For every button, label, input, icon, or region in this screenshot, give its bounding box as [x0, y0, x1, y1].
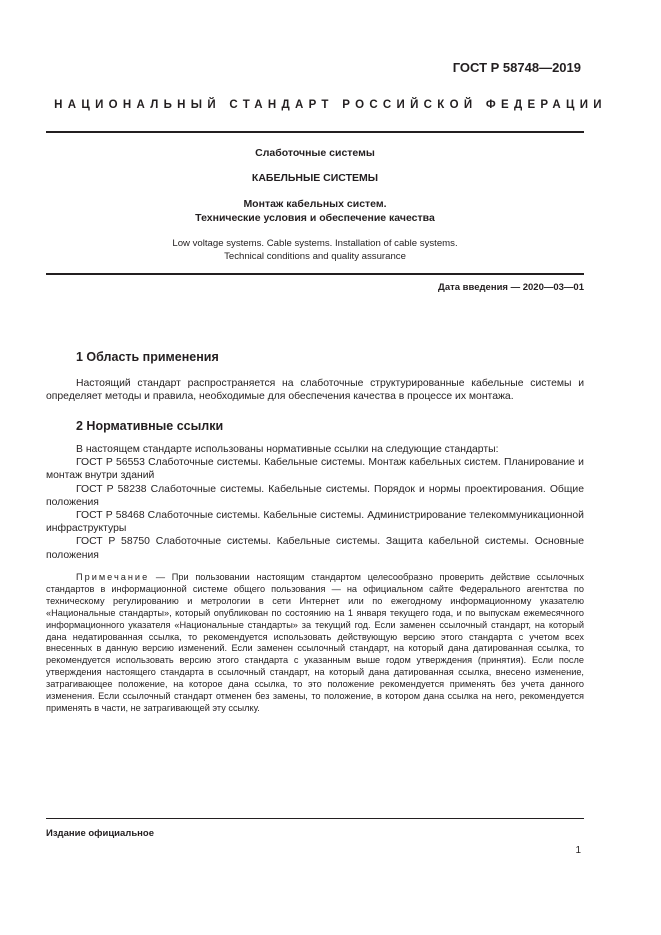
page-number: 1 — [575, 845, 581, 856]
standard-code: ГОСТ Р 58748—2019 — [452, 60, 581, 75]
english-title-1: Low voltage systems. Cable systems. Installation of cable systems. — [172, 238, 458, 249]
section-2-body — [46, 443, 584, 562]
section-2-heading: 2 Нормативные ссылки — [76, 419, 224, 433]
note-label: Примечание — [76, 572, 150, 582]
english-title-2: Technical conditions and quality assurance — [224, 251, 406, 262]
reference-item: ГОСТ Р 58468 Слаботочные системы. Кабельные системы. Администрирование телекоммуникационной инфраструктуры — [46, 510, 584, 535]
note-paragraph — [46, 572, 584, 715]
standard-group: Слаботочные системы — [255, 147, 375, 159]
national-standard-title: НАЦИОНАЛЬНЫЙ СТАНДАРТ РОССИЙСКОЙ ФЕДЕРАЦИИ — [54, 99, 607, 111]
section-2-intro: В настоящем стандарте использованы нормативные ссылки на следующие стандарты: — [76, 444, 499, 455]
reference-item: ГОСТ Р 58750 Слаботочные системы. Кабельные системы. Защита кабельной системы. Основные положения — [46, 536, 584, 561]
introduction-date: Дата введения — 2020—03—01 — [438, 282, 584, 293]
footer-divider — [46, 818, 584, 819]
reference-item: ГОСТ Р 58238 Слаботочные системы. Кабельные системы. Порядок и нормы проектирования. Общие положения — [46, 483, 584, 508]
reference-item: ГОСТ Р 56553 Слаботочные системы. Кабельные системы. Монтаж кабельных систем. Планирование и монтаж внутри зданий — [46, 457, 584, 482]
standard-main-title: КАБЕЛЬНЫЕ СИСТЕМЫ — [251, 172, 379, 184]
note-text: — При пользовании настоящим стандартом целесообразно проверить действие ссылочных стандартов в информационной системе общего пользования — на официальном сайте Федерального агентства по техническому регулированию и метрологии в сети Интернет или по ежегодному информационному указателю «Национальные стандарты», который опубликован по состоянию на 1 января текущего года, и по выпускам ежемесячного информационного указателя «Национальные стандарты» за текущий год. Если заменен ссылочный стандарт, на который дана недатированная ссылка, то рекомендуется использовать действующую версию этого стандарта с учетом всех внесенных в данную версию изменений. Если заменен ссылочный стандарт, на который дана датированная ссылка, то рекомендуется использовать версию этого стандарта с указанным выше годом утверждения (принятия). Если после утверждения настоящего стандарта в ссылочный стандарт, на который дана датированная ссылка, внесено изменение, затрагивающее положение, на которое дана ссылка, то это положение рекомендуется применять без учета данного изменения. Если ссылочный стандарт отменен без замены, то положение, в котором дана ссылка на него, рекомендуется применять в части, не затрагивающей эту ссылку. — [46, 572, 584, 713]
official-edition-label: Издание официальное — [46, 828, 154, 839]
section-1-body — [46, 377, 584, 403]
section-1-paragraph: Настоящий стандарт распространяется на слаботочные структурированные кабельные системы и определяет методы и правила, необходимые для обеспечения качества в процессе их монтажа. — [46, 378, 584, 403]
header-divider — [46, 131, 584, 133]
standard-subtitle-2: Технические условия и обеспечение качества — [195, 212, 435, 224]
title-divider — [46, 273, 584, 275]
section-2-note — [46, 572, 584, 715]
section-1-heading: 1 Область применения — [76, 350, 219, 364]
standard-subtitle-1: Монтаж кабельных систем. — [243, 198, 387, 210]
